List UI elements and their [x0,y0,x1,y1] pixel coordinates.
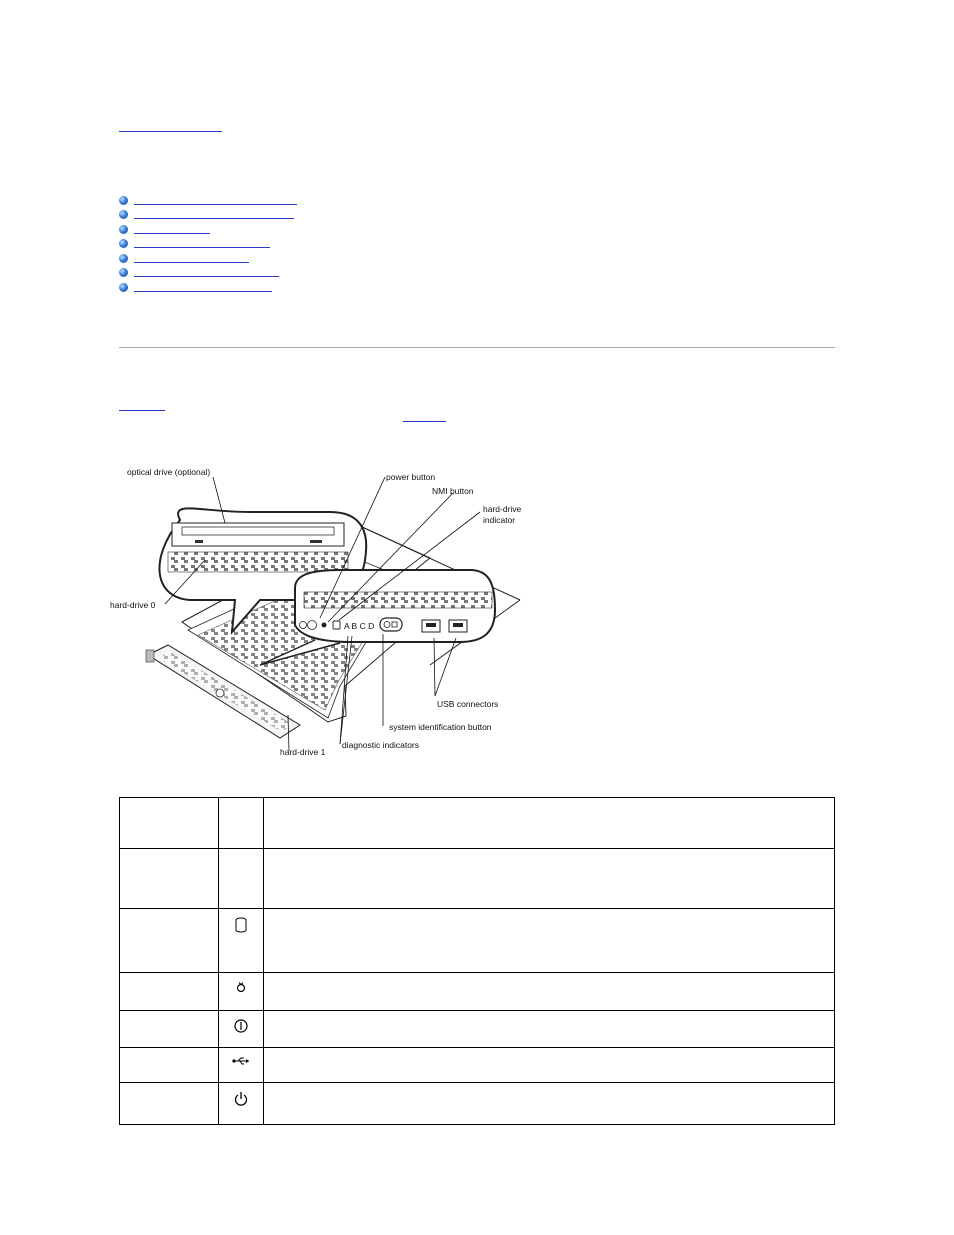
figure-reference-link[interactable] [119,410,165,411]
system-id-icon [235,981,247,993]
section-link-7[interactable] [134,291,272,292]
usb-icon [232,1056,250,1066]
table-reference-link[interactable] [403,421,446,422]
table-row [120,1083,835,1125]
front-panel-figure [110,460,530,760]
section-divider [119,347,835,348]
table-row [120,909,835,973]
table-row [120,849,835,909]
section-link-3[interactable] [134,233,210,234]
bullet-icon [119,254,128,263]
callout-usb-connectors: USB connectors [437,699,499,709]
diagnostic-letters-label: A B C D [344,621,375,631]
bullet-icon [119,196,128,205]
bullet-icon [119,268,128,277]
section-link-6[interactable] [134,276,279,277]
front-panel-features-table [119,797,835,1125]
table-row [120,798,835,849]
table-row [120,1048,835,1083]
section-link-2[interactable] [134,218,294,219]
callout-hard-drive-indicator-line2: indicator [483,515,516,525]
hard-drive-icon [235,917,247,933]
callout-optical-drive: optical drive (optional) [127,467,211,477]
section-link-4[interactable] [134,247,270,248]
bullet-icon [119,283,128,292]
table-row [120,1011,835,1048]
callout-hard-drive-0: hard-drive 0 [110,600,156,610]
section-link-1[interactable] [134,204,297,205]
bullet-icon [119,210,128,219]
back-to-contents-link[interactable] [119,131,222,132]
callout-nmi-button: NMI button [432,486,474,496]
callout-power-button: power button [386,472,436,482]
bullet-icon [119,239,128,248]
nmi-icon [234,1019,248,1033]
bullet-icon [119,225,128,234]
callout-hard-drive-indicator-line1: hard-drive [483,504,522,514]
callout-system-id-button: system identification button [389,722,492,732]
section-link-5[interactable] [134,262,249,263]
callout-diagnostic-indicators: diagnostic indicators [342,740,420,750]
callout-hard-drive-1: hard-drive 1 [280,747,326,757]
table-row [120,973,835,1011]
power-icon [234,1091,248,1107]
